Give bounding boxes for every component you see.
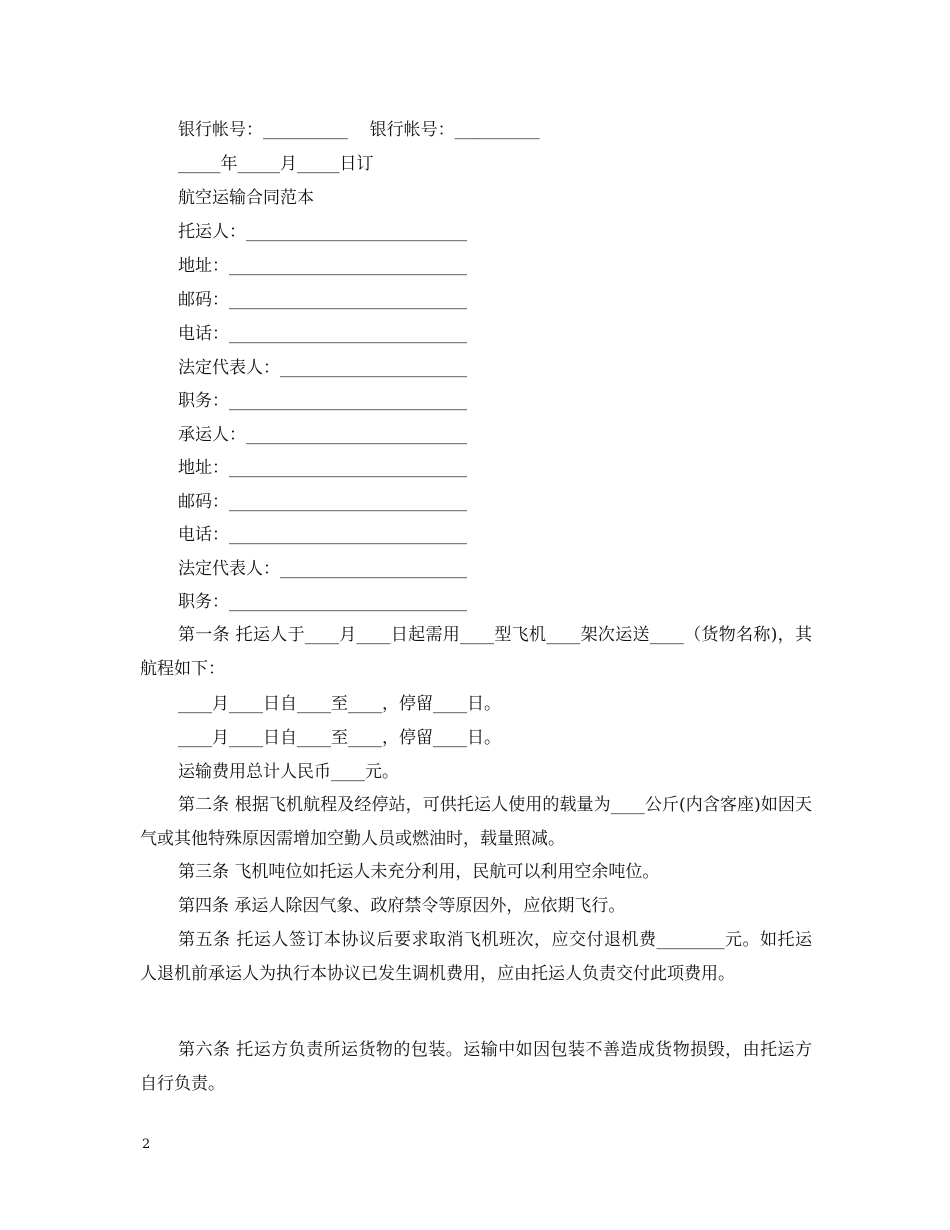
carrier-legal-rep-field: 法定代表人：______________________ [178, 559, 467, 579]
carrier-phone-field: 电话：____________________________ [178, 525, 467, 545]
shipper-legal-rep-field: 法定代表人：______________________ [178, 358, 467, 378]
shipper-postcode-field: 邮码：____________________________ [178, 290, 467, 310]
carrier-position-field: 职务：____________________________ [178, 592, 467, 612]
clause-1: 第一条 托运人于____月____日起需用____型飞机____架次运送____（货物名称)，其航程如下： [140, 625, 812, 679]
route-line-2: ____月____日自____至____，停留____日。 [178, 728, 501, 748]
shipper-phone-field: 电话：____________________________ [178, 324, 467, 344]
clause-3: 第三条 飞机吨位如托运人未充分利用，民航可以利用空余吨位。 [178, 862, 660, 882]
date-line: _____年_____月_____日订 [178, 154, 374, 174]
shipper-address-field: 地址：____________________________ [178, 256, 467, 276]
route-line-1: ____月____日自____至____，停留____日。 [178, 694, 501, 714]
carrier-field: 承运人：__________________________ [178, 425, 467, 445]
bank-account-line: 银行帐号：__________ 银行帐号：__________ [178, 120, 540, 140]
clause-5: 第五条 托运人签订本协议后要求取消飞机班次，应交付退机费________元。如托运人退机前承运人为执行本协议已发生调机费用，应由托运人负责交付此项费用。 [140, 930, 812, 984]
clause-6: 第六条 托运方负责所运货物的包装。运输中如因包装不善造成货物损毁，由托运方自行负责。 [140, 1040, 812, 1094]
shipper-position-field: 职务：____________________________ [178, 391, 467, 411]
carrier-postcode-field: 邮码：____________________________ [178, 492, 467, 512]
clause-4: 第四条 承运人除因气象、政府禁令等原因外，应依期飞行。 [178, 896, 626, 916]
document-title: 航空运输合同范本 [178, 188, 314, 208]
total-fee-line: 运输费用总计人民币____元。 [178, 762, 399, 782]
page-number: 2 [142, 1137, 151, 1152]
shipper-field: 托运人：__________________________ [178, 222, 467, 242]
carrier-address-field: 地址：____________________________ [178, 458, 467, 478]
clause-2: 第二条 根据飞机航程及经停站，可供托运人使用的载量为____公斤(内含客座)如因天气或其他特殊原因需增加空勤人员或燃油时，载量照减。 [140, 795, 812, 849]
